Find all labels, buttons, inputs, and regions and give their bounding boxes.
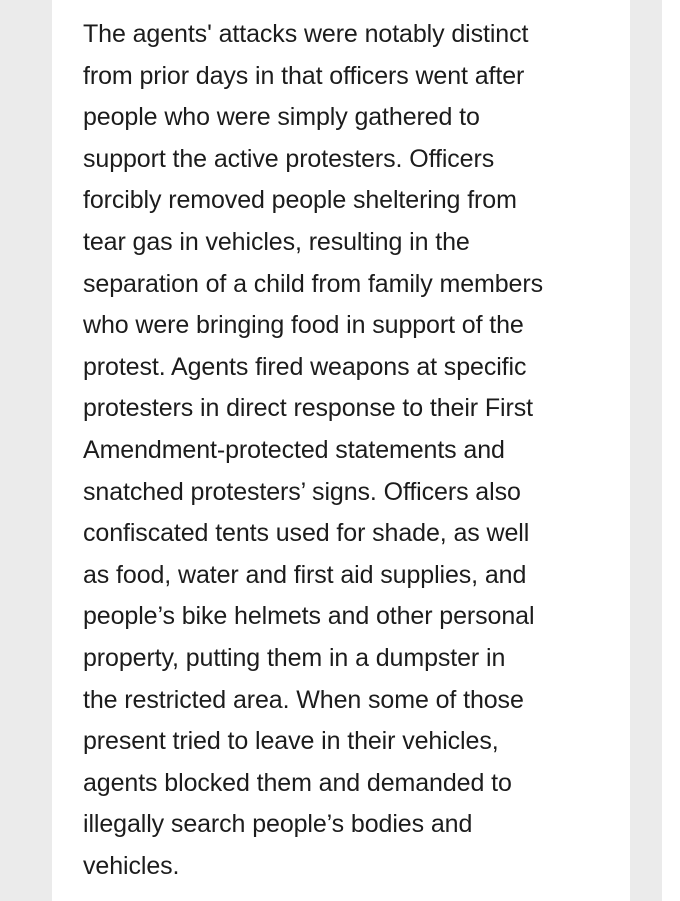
right-margin-strip [662,0,680,901]
paragraph-line: tear gas in vehicles, resulting in the [83,227,470,256]
paragraph-line: people’s bike helmets and other personal [83,602,535,631]
paragraph-line: from prior days in that officers went after [83,61,525,90]
paragraph-line: protesters in direct response to their First [83,394,533,423]
paragraph-line: illegally search people’s bodies and [83,810,473,839]
paragraph-line: property, putting them in a dumpster in [83,643,506,672]
paragraph-line: separation of a child from family members [83,269,543,298]
article-paragraph [83,14,613,887]
paragraph-line: protest. Agents fired weapons at specific [83,352,527,381]
paragraph-line: snatched protesters’ signs. Officers also [83,477,521,506]
paragraph-line: the restricted area. When some of those [83,685,524,714]
paragraph-line: who were bringing food in support of the [83,311,524,340]
paragraph-line: as food, water and first aid supplies, and [83,560,527,589]
paragraph-line: forcibly removed people sheltering from [83,186,517,215]
paragraph-line: present tried to leave in their vehicles, [83,727,499,756]
paragraph-line: The agents' attacks were notably distinct [83,20,529,48]
paragraph-line: people who were simply gathered to [83,103,480,132]
paragraph-line: agents blocked them and demanded to [83,768,512,797]
paragraph-line: vehicles. [83,851,180,880]
paragraph-line: Amendment-protected statements and [83,435,505,464]
paragraph-line: support the active protesters. Officers [83,144,495,173]
paragraph-line: confiscated tents used for shade, as well [83,519,530,548]
